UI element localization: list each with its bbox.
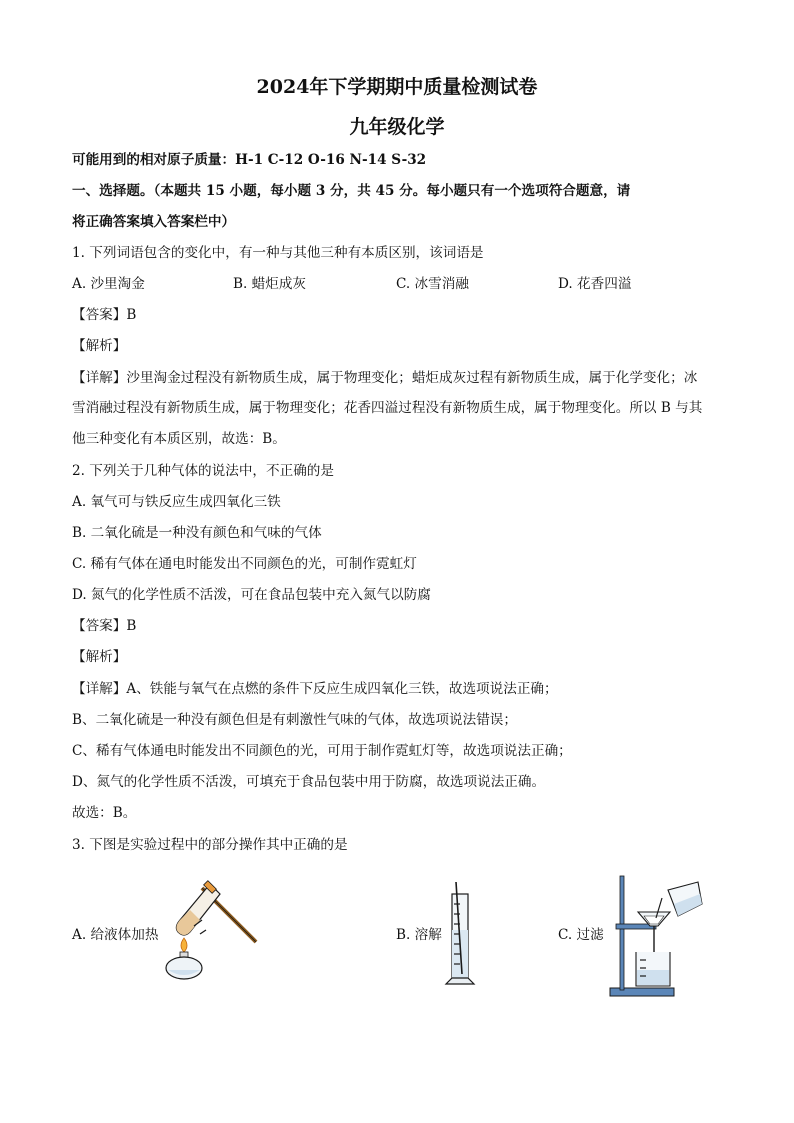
funnel	[638, 912, 670, 954]
q1-answer: 【答案】B	[72, 307, 137, 323]
q1-stem: 1. 下列词语包含的变化中，有一种与其他三种有本质区别，该词语是	[72, 245, 484, 261]
q1-detail-line-1: 【详解】沙里淘金过程没有新物质生成，属于物理变化；蜡炬成灰过程有新物质生成，属于化学变化；冰	[72, 370, 698, 386]
q3-stem: 3. 下图是实验过程中的部分操作其中正确的是	[72, 837, 348, 853]
receiving-beaker	[636, 952, 670, 986]
q2-option-b: B. 二氧化硫是一种没有颜色和气味的气体	[72, 525, 322, 541]
page-subtitle: 九年级化学	[349, 116, 445, 138]
q2-analysis-label: 【解析】	[72, 649, 127, 665]
dissolving-figure	[440, 880, 480, 990]
q2-detail-line-3: C、稀有气体通电时能发出不同颜色的光，可用于制作霓虹灯等，故选项说法正确；	[72, 743, 572, 759]
test-tube	[176, 881, 220, 935]
q2-answer: 【答案】B	[72, 618, 137, 634]
q2-detail-line-1: 【详解】A、铁能与氧气在点燃的条件下反应生成四氧化三铁，故选项说法正确；	[72, 681, 558, 697]
section-heading-line-1: 一、选择题。（本题共 15 小题，每小题 3 分，共 45 分。每小题只有一个选项符合题意，请	[72, 183, 631, 199]
q1-option-b: B. 蜡炬成灰	[233, 276, 307, 292]
q1-analysis-label: 【解析】	[72, 338, 127, 354]
q3-option-c: C. 过滤	[558, 927, 604, 943]
q2-option-a: A. 氧气可与铁反应生成四氧化三铁	[72, 494, 281, 510]
pouring-beaker	[668, 882, 702, 916]
q1-detail-line-2: 雪消融过程没有新物质生成，属于物理变化；花香四溢过程没有新物质生成，属于物理变化。所以 B 与其	[72, 400, 703, 416]
q3-option-a: A. 给液体加热	[72, 927, 159, 943]
flame-icon	[181, 938, 187, 952]
q2-detail-line-4: D、氮气的化学性质不活泼，可填充于食品包装中用于防腐，故选项说法正确。	[72, 774, 546, 790]
section-heading-line-2: 将正确答案填入答案栏中）	[72, 214, 236, 230]
q2-detail-line-2: B、二氧化硫是一种没有颜色但是有刺激性气味的气体，故选项说法错误；	[72, 712, 517, 728]
q3-option-b: B. 溶解	[396, 927, 442, 943]
q1-detail-line-3: 他三种变化有本质区别，故选：B。	[72, 431, 286, 447]
q1-option-a: A. 沙里淘金	[72, 276, 145, 292]
heating-liquid-figure	[160, 880, 265, 980]
q2-option-d: D. 氮气的化学性质不活泼，可在食品包装中充入氮气以防腐	[72, 587, 431, 603]
q1-option-c: C. 冰雪消融	[396, 276, 469, 292]
page-title: 2024年下学期期中质量检测试卷	[256, 76, 538, 98]
q2-option-c: C. 稀有气体在通电时能发出不同颜色的光，可制作霓虹灯	[72, 556, 417, 572]
atomic-mass-note: 可能用到的相对原子质量：H-1 C-12 O-16 N-14 S-32	[72, 152, 427, 168]
filtration-figure	[606, 872, 706, 998]
alcohol-lamp	[166, 952, 202, 979]
q2-stem: 2. 下列关于几种气体的说法中，不正确的是	[72, 463, 334, 479]
q1-option-d: D. 花香四溢	[558, 276, 632, 292]
q2-detail-line-5: 故选：B。	[72, 805, 137, 821]
